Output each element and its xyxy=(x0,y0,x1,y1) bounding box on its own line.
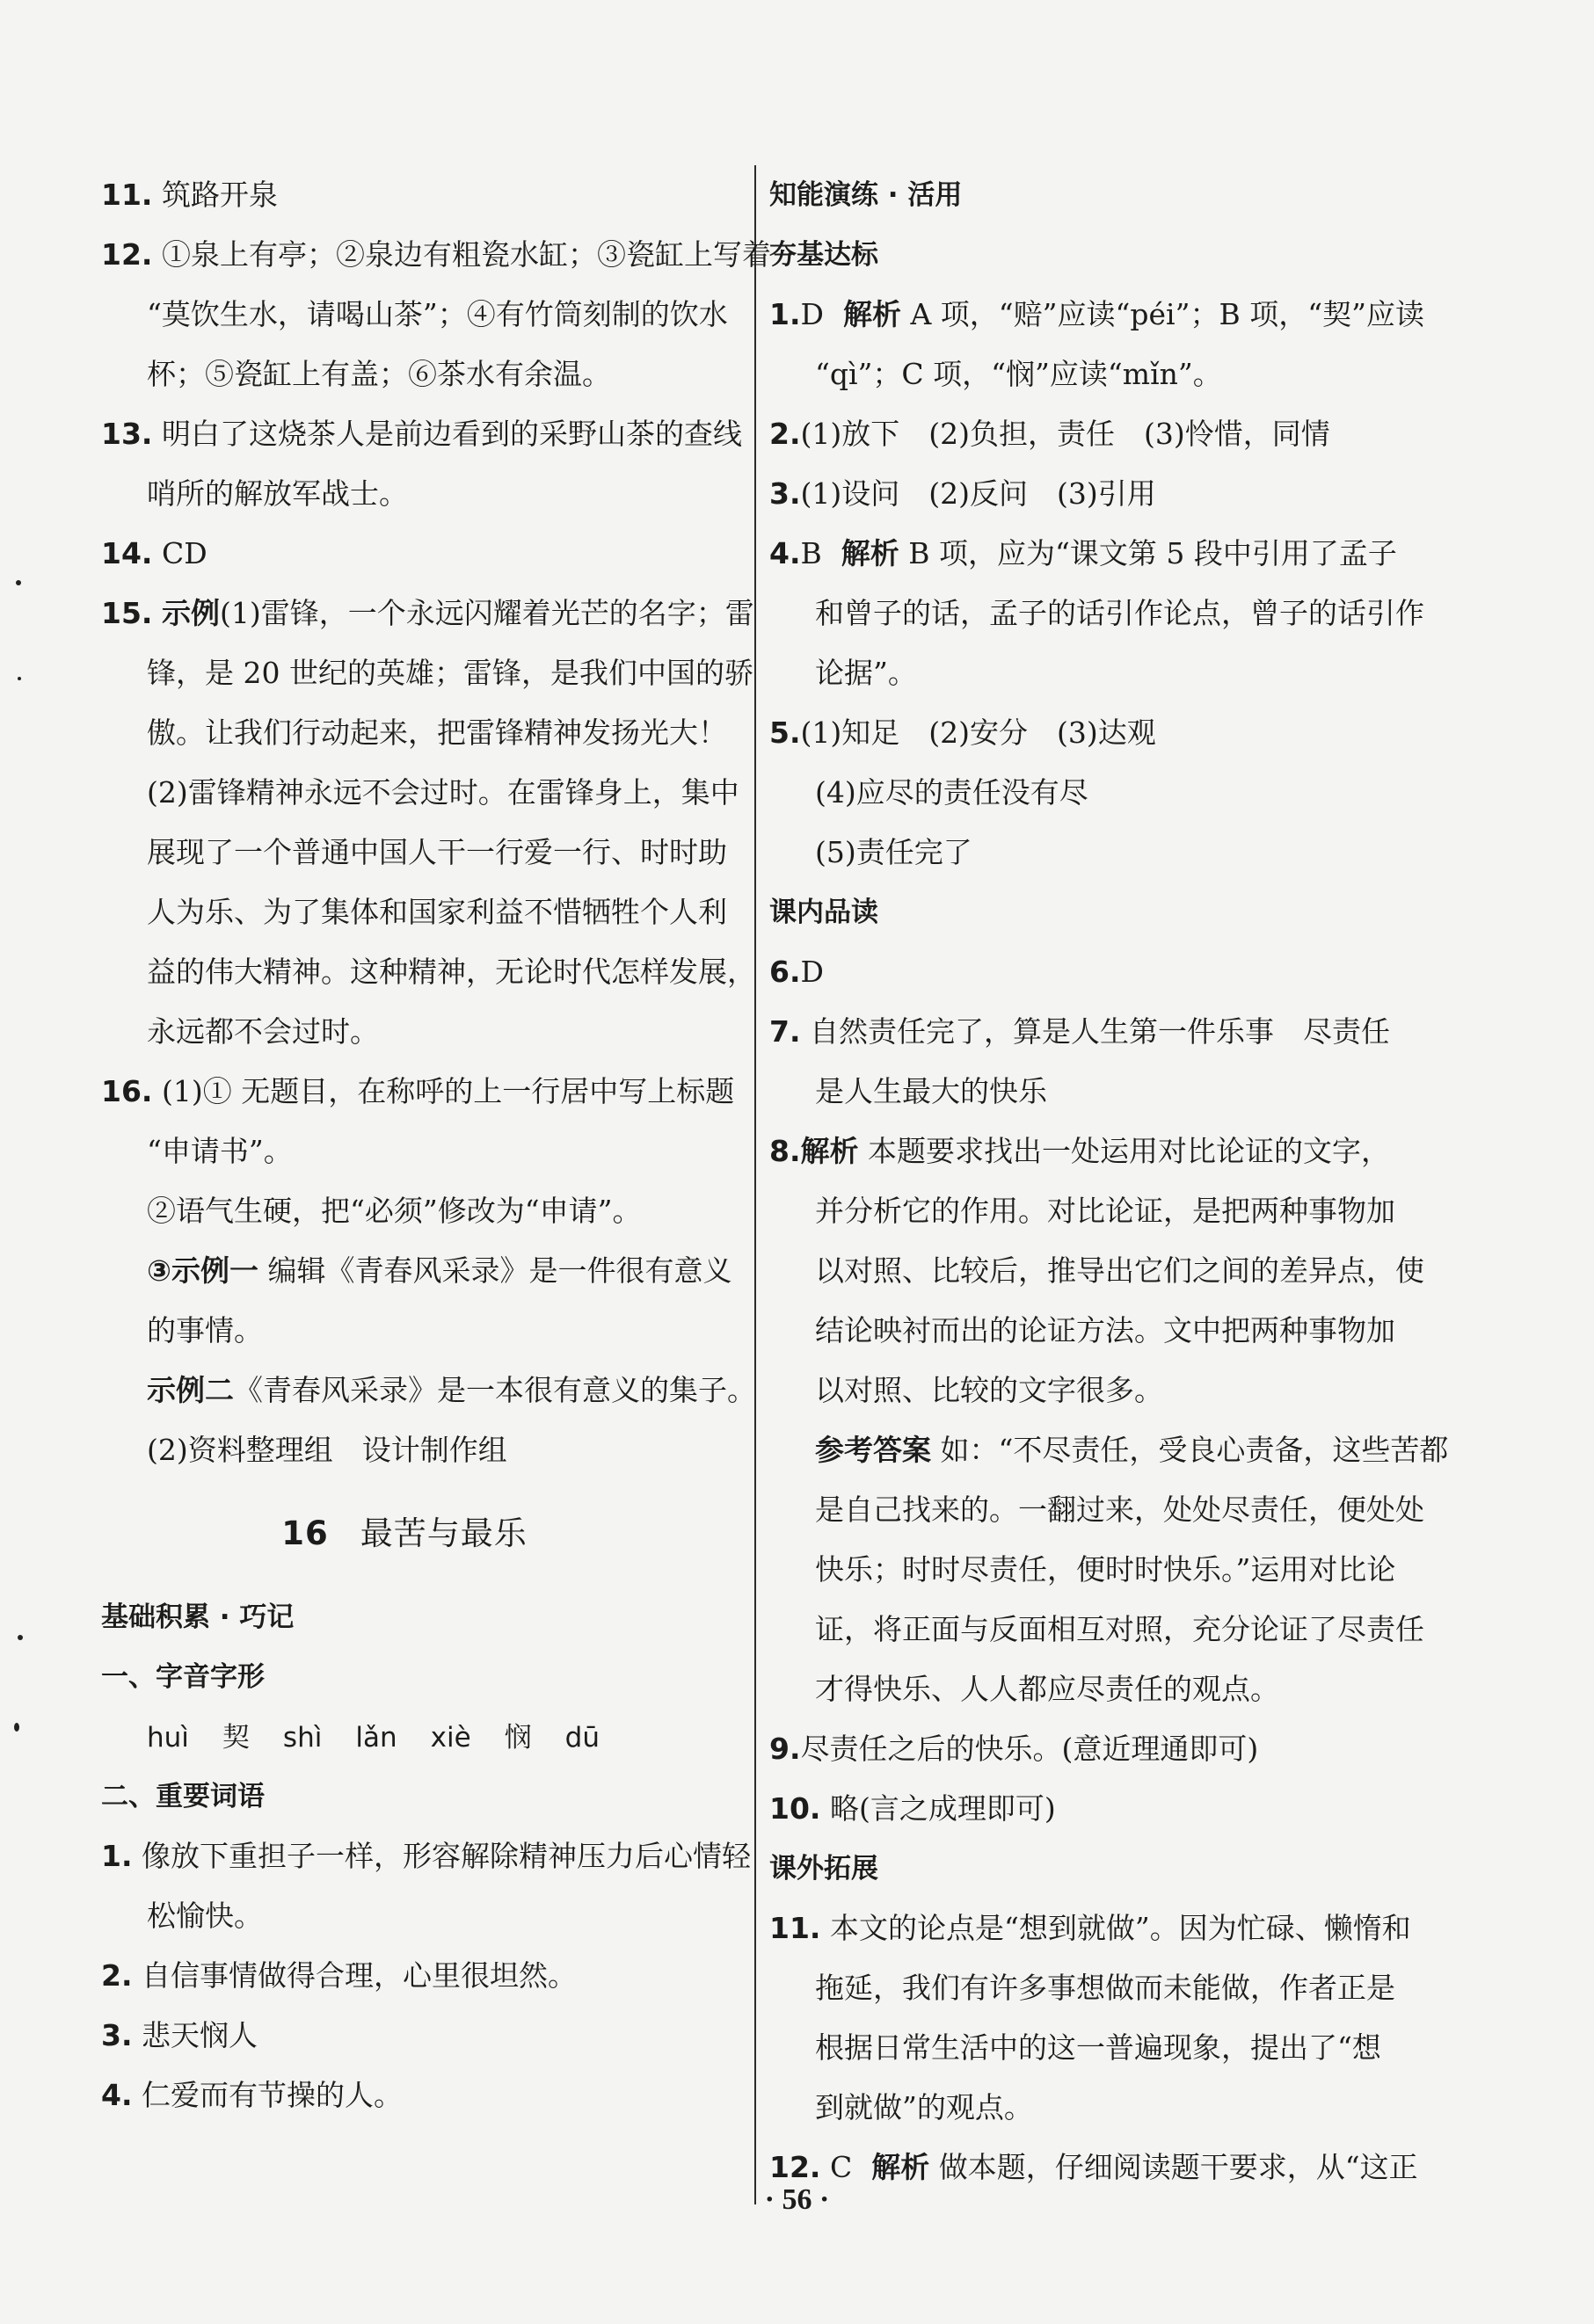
answer-16: 16. (1)① 无题目，在称呼的上一行居中写上标题 xyxy=(101,1074,735,1108)
answer-r9: 9.尽责任之后的快乐。(意近理通即可) xyxy=(769,1732,1259,1766)
answer-r8-line: 参考答案 如：“不尽责任，受良心责备，这些苦都 xyxy=(815,1433,1449,1467)
answer-r2: 2.(1)放下 (2)负担，责任 (3)怜惜，同情 xyxy=(769,417,1330,451)
answer-16-line: 的事情。 xyxy=(147,1313,263,1347)
answer-16-line: 示例二《青春风采录》是一本很有意义的集子。 xyxy=(147,1373,756,1407)
scan-speck xyxy=(18,1635,23,1640)
answer-12-line: “莫饮生水，请喝山茶”；④有竹筒刻制的饮水 xyxy=(147,297,728,331)
answer-12: 12. ①泉上有亭；②泉边有粗瓷水缸；③瓷缸上写着 xyxy=(101,237,771,272)
lesson-title: 16 最苦与最乐 xyxy=(281,1514,528,1552)
answer-r8-line: 并分析它的作用。对比论证，是把两种事物加 xyxy=(815,1194,1395,1228)
pinyin-item: 悯 xyxy=(504,1722,532,1754)
answer-r8-line: 才得快乐、人人都应尽责任的观点。 xyxy=(815,1672,1279,1706)
word-answer-3: 3. 悲天悯人 xyxy=(101,2018,258,2052)
scan-speck xyxy=(18,677,21,680)
word-answer-1: 1. 像放下重担子一样，形容解除精神压力后心情轻 xyxy=(101,1839,751,1873)
answer-15-line: 益的伟大精神。这种精神，无论时代怎样发展， xyxy=(147,955,756,989)
answer-r7: 7. 自然责任完了，算是人生第一件乐事 尽责任 xyxy=(769,1014,1390,1049)
answer-r11-line: 拖延，我们有许多事想做而未能做，作者正是 xyxy=(815,1971,1395,2005)
answer-13: 13. 明白了这烧茶人是前边看到的采野山茶的查线 xyxy=(101,417,742,451)
subsection-heading: 课外拓展 xyxy=(769,1853,878,1885)
answer-r4: 4.B 解析 B 项，应为“课文第 5 段中引用了孟子 xyxy=(769,536,1397,570)
word-answer-4: 4. 仁爱而有节操的人。 xyxy=(101,2078,403,2112)
answer-r11: 11. 本文的论点是“想到就做”。因为忙碌、懒惰和 xyxy=(769,1911,1411,1945)
subsection-heading: 二、重要词语 xyxy=(101,1781,265,1812)
answer-r8-line: 以对照、比较后，推导出它们之间的差异点，使 xyxy=(815,1253,1424,1288)
answer-r4-line: 和曾子的话，孟子的话引作论点，曾子的话引作 xyxy=(815,596,1424,630)
answer-r8-line: 结论映衬而出的论证方法。文中把两种事物加 xyxy=(815,1313,1395,1347)
answer-15: 15. 示例(1)雷锋，一个永远闪耀着光芒的名字；雷 xyxy=(101,596,754,630)
word-answer-2: 2. 自信事情做得合理，心里很坦然。 xyxy=(101,1958,577,1993)
answer-r6: 6.D xyxy=(769,955,824,989)
scan-speck xyxy=(14,1723,19,1732)
answer-r10: 10. 略(言之成理即可) xyxy=(769,1791,1056,1826)
column-divider xyxy=(754,165,756,2204)
pinyin-item: huì xyxy=(147,1722,189,1754)
subsection-heading: 课内品读 xyxy=(769,897,878,928)
pinyin-item: dū xyxy=(564,1722,600,1754)
answer-r5-line: (4)应尽的责任没有尽 xyxy=(815,775,1088,810)
answer-16-line: “申请书”。 xyxy=(147,1134,293,1168)
answer-15-line: 展现了一个普通中国人干一行爱一行、时时助 xyxy=(147,835,727,869)
answer-15-line: (2)雷锋精神永远不会过时。在雷锋身上，集中 xyxy=(147,775,739,810)
right-column xyxy=(769,165,1449,2197)
word-answer-1-line: 松愉快。 xyxy=(147,1899,263,1933)
answer-r5-line: (5)责任完了 xyxy=(815,835,972,869)
subsection-heading: 一、字音字形 xyxy=(101,1661,265,1693)
answer-r7-line: 是人生最大的快乐 xyxy=(815,1074,1047,1108)
section-heading: 知能演练 · 活用 xyxy=(769,179,963,211)
answer-13-line: 哨所的解放军战士。 xyxy=(147,476,408,511)
answer-12-line: 杯；⑤瓷缸上有盖；⑥茶水有余温。 xyxy=(147,357,611,391)
answer-r8: 8.解析 本题要求找出一处运用对比论证的文字， xyxy=(769,1134,1390,1168)
answer-r5: 5.(1)知足 (2)安分 (3)达观 xyxy=(769,715,1156,750)
answer-r8-line: 以对照、比较的文字很多。 xyxy=(815,1373,1163,1407)
answer-r8-line: 证，将正面与反面相互对照，充分论证了尽责任 xyxy=(815,1612,1424,1646)
subsection-heading: 夯基达标 xyxy=(769,239,878,271)
answer-16-line: (2)资料整理组 设计制作组 xyxy=(147,1433,507,1467)
answer-r8-line: 是自己找来的。一翻过来，处处尽责任，便处处 xyxy=(815,1492,1424,1527)
answer-r3: 3.(1)设问 (2)反问 (3)引用 xyxy=(769,476,1156,511)
answer-r1: 1.D 解析 A 项，“赔”应读“péi”；B 项，“契”应读 xyxy=(769,297,1424,331)
answer-14: 14. CD xyxy=(101,536,207,570)
answer-16-line: ③示例一 编辑《青春风采录》是一件很有意义 xyxy=(147,1253,732,1288)
pinyin-item: shì xyxy=(282,1722,323,1754)
answer-15-line: 永远都不会过时。 xyxy=(147,1014,379,1049)
answer-16-line: ②语气生硬，把“必须”修改为“申请”。 xyxy=(147,1194,642,1228)
answer-r11-line: 到就做”的观点。 xyxy=(815,2090,1033,2124)
answer-15-line: 锋，是 20 世纪的英雄；雷锋，是我们中国的骄 xyxy=(147,656,753,690)
pinyin-item: xiè xyxy=(430,1722,471,1754)
left-column xyxy=(101,165,771,2125)
answer-r8-line: 快乐；时时尽责任，便时时快乐。”运用对比论 xyxy=(815,1552,1396,1587)
answer-15-line: 人为乐、为了集体和国家利益不惜牺牲个人利 xyxy=(147,895,727,929)
answer-r4-line: 论据”。 xyxy=(815,656,917,690)
page-number: · 56 · xyxy=(764,2183,830,2216)
answer-11: 11. 筑路开泉 xyxy=(101,178,278,212)
pinyin-item: 契 xyxy=(222,1722,250,1754)
section-heading: 基础积累 · 巧记 xyxy=(101,1601,295,1633)
answer-r11-line: 根据日常生活中的这一普遍现象，提出了“想 xyxy=(815,2030,1381,2065)
answer-15-line: 傲。让我们行动起来，把雷锋精神发扬光大！ xyxy=(147,715,727,750)
pinyin-row xyxy=(101,1707,743,1767)
answer-r12: 12. C 解析 做本题，仔细阅读题干要求，从“这正 xyxy=(769,2150,1418,2184)
answer-r1-line: “qì”；C 项，“悯”应读“mǐn”。 xyxy=(815,357,1222,391)
scan-speck xyxy=(16,580,21,585)
pinyin-item: lǎn xyxy=(355,1722,397,1754)
